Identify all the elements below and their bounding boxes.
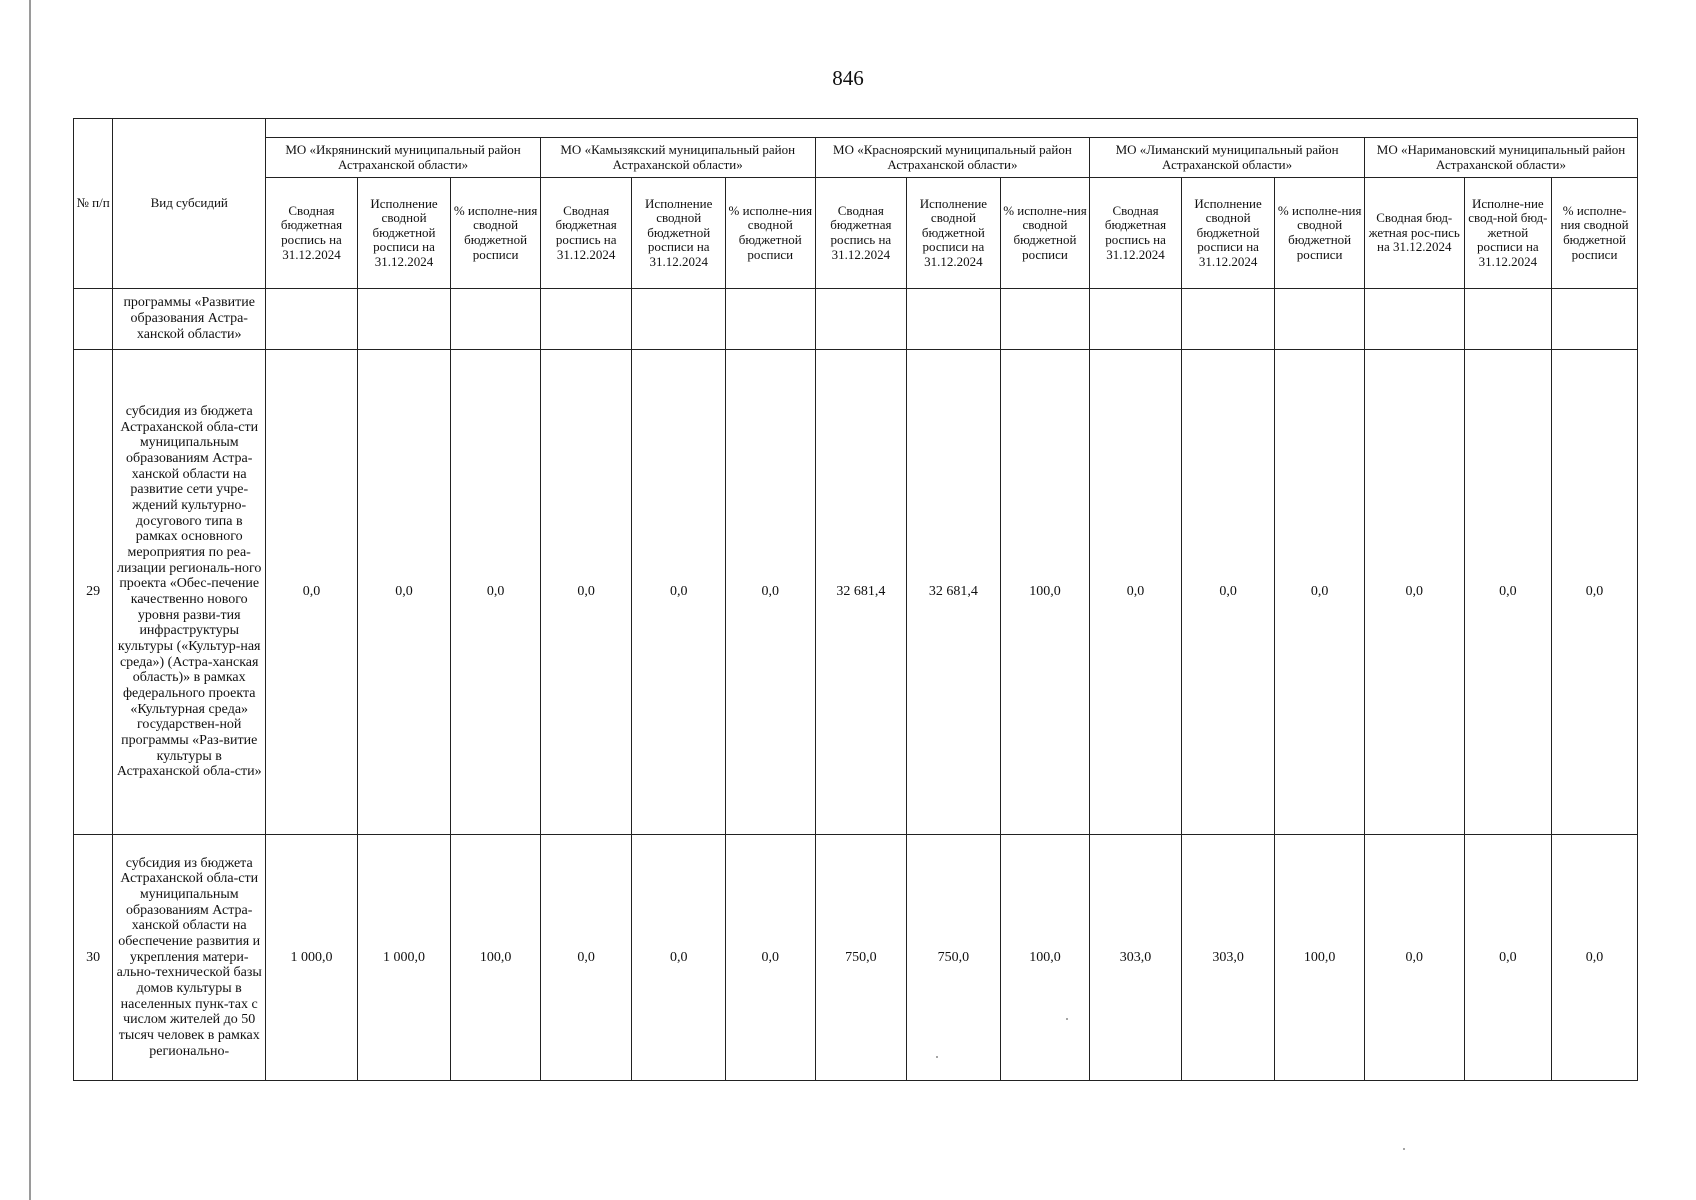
header-execution-percent: % исполне-ния сводной бюджетной росписи xyxy=(451,178,541,289)
value-cell: 100,0 xyxy=(1000,835,1090,1081)
value-cell: 0,0 xyxy=(632,835,726,1081)
header-budget-execution: Исполнение сводной бюджетной росписи на 31.12.2024 xyxy=(357,178,451,289)
header-budget-execution: Исполнение сводной бюджетной росписи на 31.12.2024 xyxy=(1181,178,1275,289)
value-cell: 100,0 xyxy=(1000,350,1090,835)
value-cell: 0,0 xyxy=(1090,350,1182,835)
value-cell: 0,0 xyxy=(357,350,451,835)
value-cell: 100,0 xyxy=(1275,835,1365,1081)
value-cell: 32 681,4 xyxy=(815,350,907,835)
table-row-29 xyxy=(74,350,1638,835)
value-cell xyxy=(1275,289,1365,350)
value-cell xyxy=(1552,289,1638,350)
value-cell: 0,0 xyxy=(632,350,726,835)
scan-margin-line xyxy=(29,0,31,1200)
header-mo-ikryaninsky: МО «Икрянинский муниципальный район Астраханской области» xyxy=(266,138,541,178)
value-cell xyxy=(1464,289,1552,350)
subsidies-table xyxy=(73,118,1638,1081)
header-budget-plan: Сводная бюджетная роспись на 31.12.2024 xyxy=(266,178,358,289)
header-mo-limansky: МО «Лиманский муниципальный район Астраханской области» xyxy=(1090,138,1365,178)
page-number: 846 xyxy=(832,66,864,90)
value-cell: 0,0 xyxy=(451,350,541,835)
value-cell xyxy=(1181,289,1275,350)
value-cell: 32 681,4 xyxy=(907,350,1001,835)
header-execution-percent: % исполне-ния сводной бюджетной росписи xyxy=(1000,178,1090,289)
value-cell: 0,0 xyxy=(1552,835,1638,1081)
header-mo-narimanovsky: МО «Наримановский муниципальный район Астраханской области» xyxy=(1364,138,1637,178)
row-num: 30 xyxy=(74,835,113,1081)
header-budget-plan: Сводная бюджетная роспись на 31.12.2024 xyxy=(815,178,907,289)
header-execution-percent: % исполне-ния сводной бюджетной росписи xyxy=(726,178,816,289)
header-budget-execution: Исполнение сводной бюджетной росписи на 31.12.2024 xyxy=(632,178,726,289)
value-cell xyxy=(907,289,1001,350)
value-cell: 0,0 xyxy=(726,835,816,1081)
header-execution-percent: % исполне-ния сводной бюджетной росписи xyxy=(1275,178,1365,289)
row-description: программы «Развитие образования Астра-ханской области» xyxy=(113,289,266,350)
header-budget-execution: Исполне-ние свод-ной бюд-жетной росписи на 31.12.2024 xyxy=(1464,178,1552,289)
value-cell xyxy=(540,289,632,350)
header-budget-plan: Сводная бюджетная роспись на 31.12.2024 xyxy=(1090,178,1182,289)
scan-speck xyxy=(1403,1148,1405,1150)
value-cell xyxy=(815,289,907,350)
value-cell: 100,0 xyxy=(451,835,541,1081)
header-budget-plan: Сводная бюд-жетная рос-пись на 31.12.2024 xyxy=(1364,178,1464,289)
value-cell: 0,0 xyxy=(266,350,358,835)
row-description: субсидия из бюджета Астраханской обла-сти муниципальным образованиям Астра-ханской области на развитие сети учре-ждений культурно-досугового типа в рамках основного мероприятия по реа-лизации региональ-ного проекта «Обес-печение качественно нового уровня разви-тия инфраструктуры культуры («Культур-ная среда») (Астра-ханская область)» в рамках федерального проекта «Культурная среда» государствен-ной программы «Раз-витие культуры в Астраханской обла-сти» xyxy=(113,350,266,835)
value-cell: 0,0 xyxy=(540,835,632,1081)
header-mo-kamyzyaksky: МО «Камызякский муниципальный район Астраханской области» xyxy=(540,138,815,178)
row-description: субсидия из бюджета Астраханской обла-сти муниципальным образованиям Астра-ханской области на обеспечение развития и укрепления матери-ально-технической базы домов культуры в населенных пунк-тах с числом жителей до 50 тысяч человек в рамках регионально- xyxy=(113,835,266,1081)
value-cell: 303,0 xyxy=(1090,835,1182,1081)
value-cell: 0,0 xyxy=(1364,835,1464,1081)
value-cell: 750,0 xyxy=(907,835,1001,1081)
value-cell: 0,0 xyxy=(1364,350,1464,835)
scan-speck xyxy=(936,1056,938,1058)
value-cell: 0,0 xyxy=(1181,350,1275,835)
header-execution-percent: % исполне-ния сводной бюджетной росписи xyxy=(1552,178,1638,289)
value-cell xyxy=(266,289,358,350)
header-subsidy-type: Вид субсидий xyxy=(113,119,266,289)
value-cell xyxy=(1090,289,1182,350)
value-cell xyxy=(726,289,816,350)
table-row-30 xyxy=(74,835,1638,1081)
header-num: № п/п xyxy=(74,119,113,289)
table-head xyxy=(74,119,1638,289)
value-cell: 1 000,0 xyxy=(266,835,358,1081)
value-cell xyxy=(357,289,451,350)
header-mo-krasnoyarsky: МО «Красноярский муниципальный район Астраханской области» xyxy=(815,138,1090,178)
value-cell: 0,0 xyxy=(1464,350,1552,835)
value-cell: 303,0 xyxy=(1181,835,1275,1081)
value-cell: 0,0 xyxy=(1464,835,1552,1081)
value-cell xyxy=(451,289,541,350)
row-num: 29 xyxy=(74,350,113,835)
table-row-continuation xyxy=(74,289,1638,350)
value-cell: 0,0 xyxy=(1275,350,1365,835)
header-budget-plan: Сводная бюджетная роспись на 31.12.2024 xyxy=(540,178,632,289)
value-cell: 0,0 xyxy=(540,350,632,835)
row-num xyxy=(74,289,113,350)
value-cell: 750,0 xyxy=(815,835,907,1081)
scan-speck xyxy=(1066,1018,1068,1020)
value-cell xyxy=(632,289,726,350)
value-cell: 1 000,0 xyxy=(357,835,451,1081)
header-budget-execution: Исполнение сводной бюджетной росписи на 31.12.2024 xyxy=(907,178,1001,289)
value-cell xyxy=(1364,289,1464,350)
value-cell xyxy=(1000,289,1090,350)
table-body xyxy=(74,289,1638,1081)
header-group xyxy=(266,119,1638,138)
value-cell: 0,0 xyxy=(726,350,816,835)
value-cell: 0,0 xyxy=(1552,350,1638,835)
